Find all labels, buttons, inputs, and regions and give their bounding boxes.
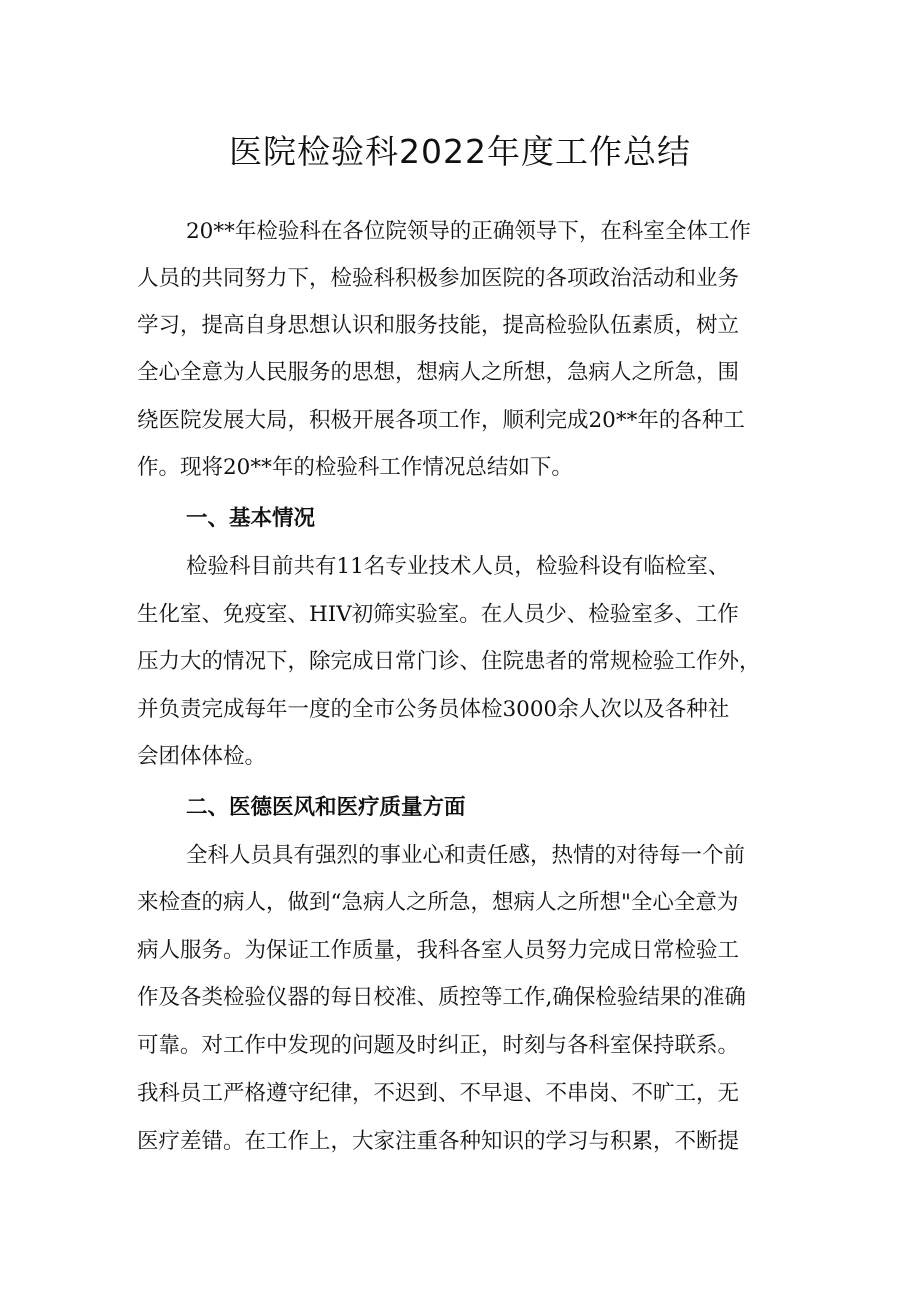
- section2-line-7: 医疗差错。在工作上，大家注重各种知识的学习与积累，不断提: [137, 1129, 740, 1154]
- section1-line-5: 会团体体检。: [137, 744, 267, 769]
- intro-line-3: 学习，提高自身思想认识和服务技能，提高检验队伍素质，树立: [137, 313, 740, 338]
- document-title: 医院检验科2022年度工作总结: [229, 132, 691, 171]
- section1-line-4: 并负责完成每年一度的全市公务员体检3000余人次以及各种社: [137, 697, 730, 722]
- section2-line-6: 我科员工严格遵守纪律，不迟到、不早退、不串岗、不旷工，无: [137, 1081, 740, 1106]
- section2-line-5: 可靠。对工作中发现的问题及时纠正，时刻与各科室保持联系。: [137, 1033, 740, 1058]
- section1-line-3: 压力大的情况下，除完成日常门诊、住院患者的常规检验工作外，: [137, 649, 761, 674]
- section2-heading: 二、医德医风和医疗质量方面: [186, 795, 466, 820]
- section2-line-1: 全科人员具有强烈的事业心和责任感，热情的对待每一个前: [186, 843, 746, 868]
- section2-line-4: 作及各类检验仪器的每日校准、质控等工作,确保检验结果的准确: [137, 985, 746, 1010]
- section1-line-2: 生化室、免疫室、HIV初筛实验室。在人员少、检验室多、工作: [137, 602, 739, 627]
- section1-heading: 一、基本情况: [186, 506, 316, 531]
- section1-line-1: 检验科目前共有11名专业技术人员，检验科设有临检室、: [186, 554, 730, 579]
- intro-line-1: 20**年检验科在各位院领导的正确领导下，在科室全体工作: [186, 219, 751, 244]
- intro-line-6: 作。现将20**年的检验科工作情况总结如下。: [137, 455, 573, 480]
- section2-line-2: 来检查的病人，做到“急病人之所急，想病人之所想"全心全意为: [137, 890, 739, 915]
- intro-line-2: 人员的共同努力下，检验科积极参加医院的各项政治活动和业务: [137, 266, 740, 291]
- intro-line-4: 全心全意为人民服务的思想，想病人之所想，急病人之所急，围: [137, 360, 740, 385]
- intro-line-5: 绕医院发展大局，积极开展各项工作，顺利完成20**年的各种工: [137, 408, 745, 433]
- section2-line-3: 病人服务。为保证工作质量，我科各室人员努力完成日常检验工: [137, 938, 740, 963]
